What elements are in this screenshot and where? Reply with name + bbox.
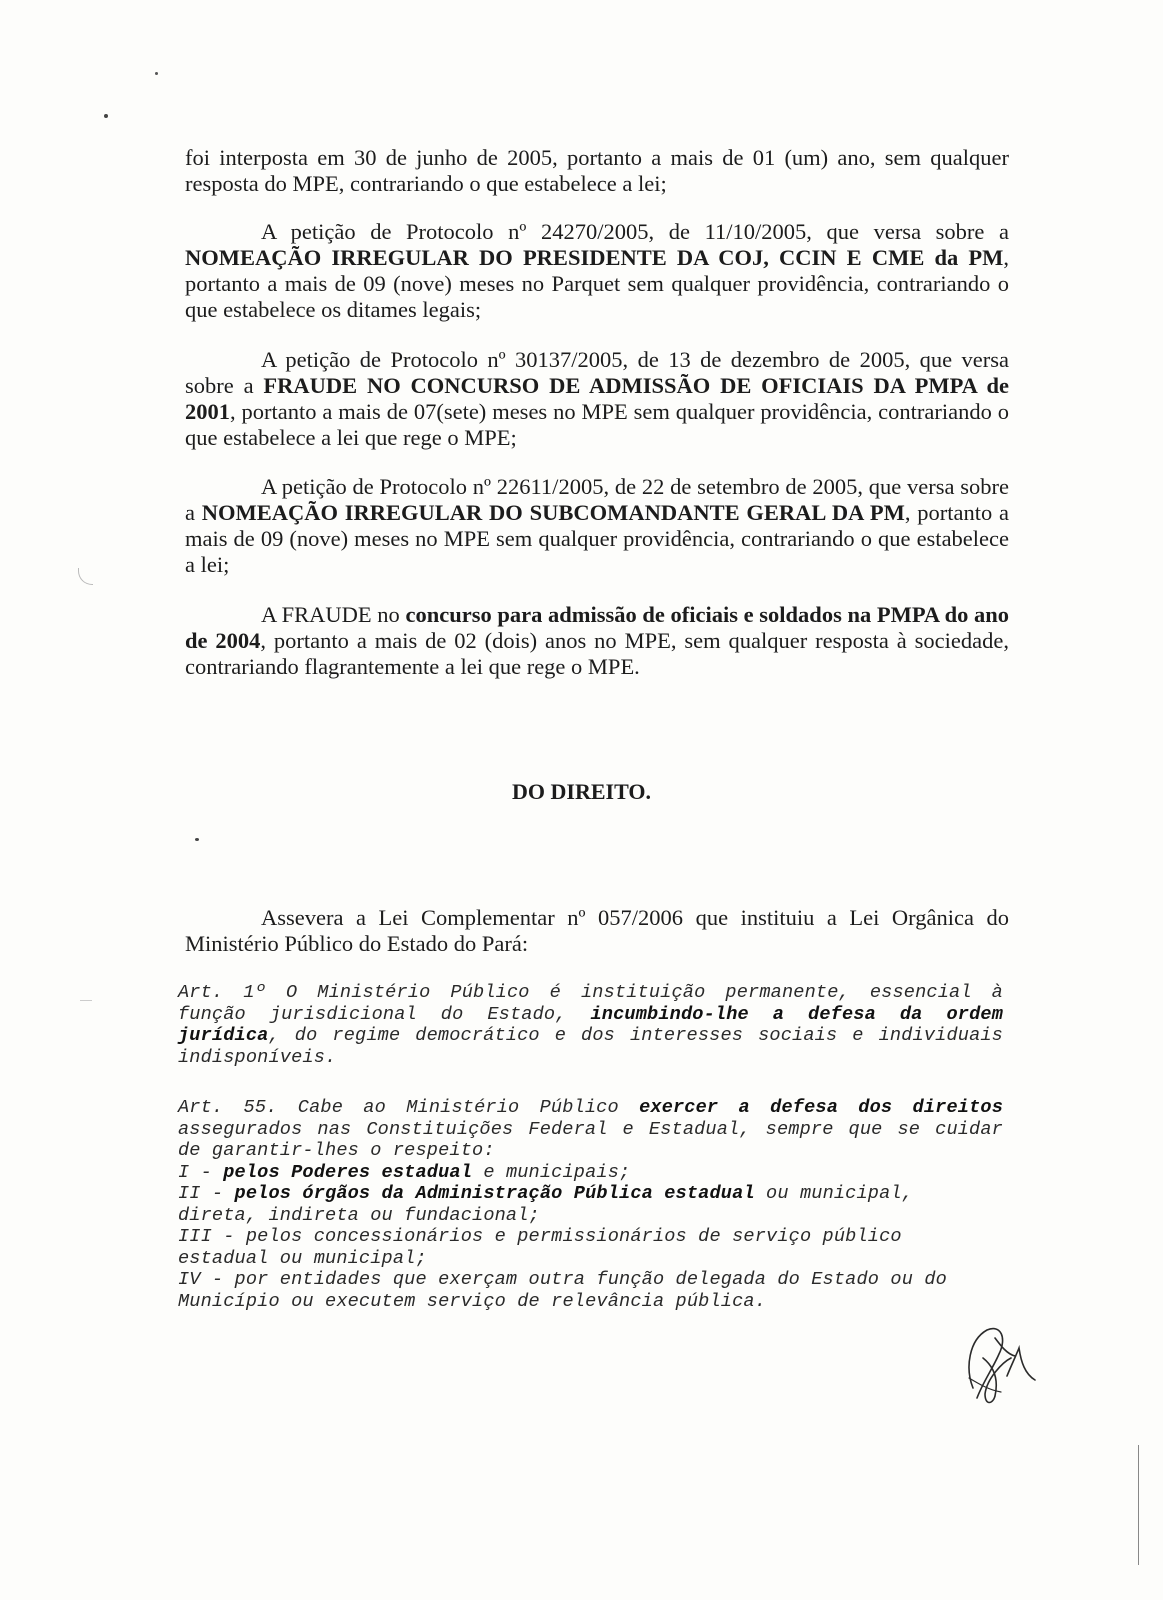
paragraph-text: A petição de Protocolo nº 30137/2005, de 13 de dezembro de 2005, que versa sobre a	[185, 347, 1009, 398]
item-numeral: I -	[178, 1161, 224, 1183]
paragraph-text: , portanto a mais de 09 (nove) meses no MPE sem qualquer providência, contrariando o que estabelece a lei;	[185, 500, 1010, 577]
article-text: Art. 55. Cabe ao Ministério Público	[178, 1097, 640, 1118]
paragraph-text: A petição de Protocolo nº 24270/2005, de 11/10/2005, que versa sobre a	[261, 219, 1009, 244]
scan-speck	[80, 1000, 92, 1001]
scan-speck	[78, 568, 93, 585]
paragraph-text: A FRAUDE no	[261, 602, 406, 627]
paragraph-emphasis: concurso para admissão de oficiais e soldados na PMPA do ano de 2004	[185, 602, 1009, 653]
scan-speck	[155, 72, 158, 75]
article-emphasis: pelos órgãos da Administração Pública estadual	[234, 1183, 755, 1204]
paragraph-text: , portanto a mais de 02 (dois) anos no MPE, sem qualquer resposta à sociedade, contrariando flagrantemente a lei que rege o MPE.	[185, 628, 1009, 679]
item-numeral: II -	[178, 1183, 235, 1204]
article-text: ou municipal, direta, indireta ou fundacional;	[178, 1183, 914, 1226]
article-text: assegurados nas Constituições Federal e Estadual, sempre que se cuidar de garantir-lhes o respeito:	[178, 1118, 1003, 1161]
article-text: , do regime democrático e dos interesses sociais e individuais indisponíveis.	[178, 1025, 1003, 1068]
article-item: III - pelos concessionários e permissionários de serviço público estadual ou municipal;	[178, 1226, 902, 1269]
paragraph-intro	[185, 905, 1009, 957]
paragraph-emphasis: NOMEAÇÃO IRREGULAR DO PRESIDENTE DA COJ, CCIN E CME da PM	[185, 245, 1004, 270]
scan-speck	[195, 838, 199, 841]
scan-speck	[104, 114, 108, 118]
paragraph-fraude-2004	[185, 602, 1009, 680]
paragraph-text: Assevera a Lei Complementar nº 057/2006 que instituiu a Lei Orgânica do Ministério Público do Estado do Pará:	[185, 905, 1009, 956]
paragraph-text: , portanto a mais de 09 (nove) meses no Parquet sem qualquer providência, contrariando o que estabelece os ditames legais;	[185, 245, 1009, 322]
paragraph-protocol-30137	[185, 347, 1009, 451]
article-item	[178, 1162, 1003, 1184]
paragraph-protocol-24270	[185, 219, 1009, 323]
article-text: Art. 1º O Ministério Público é instituição permanente, essencial à função jurisdicional do Estado,	[178, 982, 1003, 1025]
paragraph-text: , portanto a mais de 07(sete) meses no MPE sem qualquer providência, contrariando o que estabelece a lei que rege o MPE;	[185, 399, 1009, 450]
signature-mark	[955, 1318, 1050, 1413]
article-item: IV - por entidades que exerçam outra função delegada do Estado ou do Município ou executem serviço de relevância pública.	[178, 1269, 947, 1312]
paragraph-emphasis: FRAUDE NO CONCURSO DE ADMISSÃO DE OFICIAIS DA PMPA de 2001	[185, 373, 1009, 424]
article-1-quote	[178, 982, 1003, 1068]
article-emphasis: incumbindo-lhe a defesa da ordem jurídica	[178, 1003, 1003, 1046]
article-emphasis: pelos Poderes estadual	[223, 1161, 473, 1183]
scan-edge	[1138, 1445, 1139, 1565]
article-emphasis: exercer a defesa dos direitos	[639, 1097, 1003, 1118]
article-item	[178, 1183, 1003, 1226]
paragraph-continuation	[185, 145, 1009, 197]
section-heading: DO DIREITO.	[512, 779, 651, 804]
paragraph-text: foi interposta em 30 de junho de 2005, portanto a mais de 01 (um) ano, sem qualquer resposta do MPE, contrariando o que estabelece a lei;	[185, 145, 1009, 196]
article-text: e municipais;	[472, 1161, 631, 1183]
paragraph-emphasis: NOMEAÇÃO IRREGULAR DO SUBCOMANDANTE GERAL DA PM	[201, 500, 905, 525]
paragraph-text: A petição de Protocolo nº 22611/2005, de 22 de setembro de 2005, que versa sobre a	[185, 474, 1009, 525]
article-55-quote	[178, 1097, 1003, 1312]
paragraph-protocol-22611	[185, 474, 1009, 578]
